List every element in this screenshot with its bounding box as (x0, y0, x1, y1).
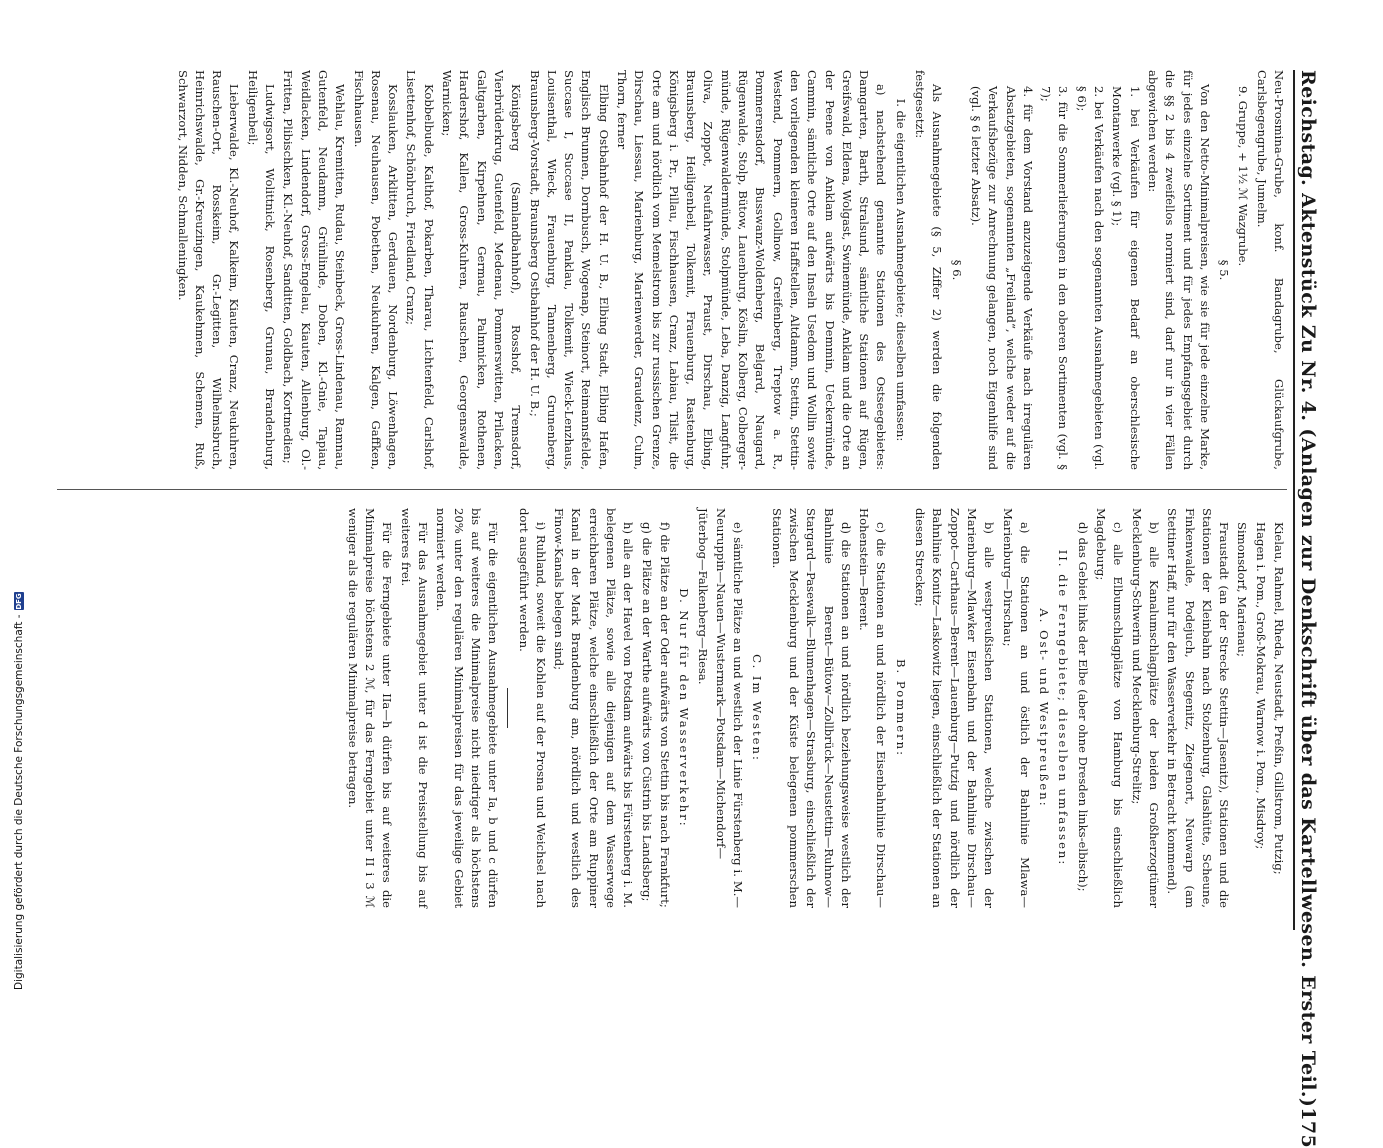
section-b-heading: B. Pommern: (893, 659, 908, 757)
closing-paragraph: Für die eigentlichen Ausnahmegebiete unter Ia, b und c dürfen bis auf weiteres die Minimalpreise nicht niedriger als höchstens 20% unter den regulären Minimalpreisen für das jeweilige Gebiet normiert werden. (434, 508, 501, 908)
intro-line-1: Neu-Prosmina-Grube, konf. Bandagrube, Glückaufgrube, Carlsbegengrube, Jumelm. (1254, 70, 1286, 470)
right-top-line: d) das Gebiet links der Elbe (aber ohne Dresden links-elbisch); (1075, 522, 1090, 892)
right-top-line: Fraustadt (an der Strecke Stettin—Jasenitz), Stationen und die Stationen der Kleinbahn nach Stolzenburg, Glashütte, Scheune, Finkenwalde, Podejuch, Stegenitz, Ziegenort, Neuwarp (am Stettiner Haff, nur für den Wasserverkehr in Betracht kommend). (1165, 508, 1232, 908)
section-6-paragraph-g: Ludwigsort, Wolittnick, Rosenberg, Grunau, Brandenburg, Heiligenbeil; (245, 70, 278, 470)
section-ii-heading: II. die Ferngebiete; dieselben umfassen: (1056, 549, 1071, 867)
section-b-item-c: c) die Stationen an und nördlich der Eisenbahnlinie Dirschau—Hohenstein—Berent. (857, 508, 889, 908)
intro-line-2: 9. Gruppe, + 1½ ℳ Wazgrube. (1236, 86, 1251, 267)
right-top-line: Kielau, Rahmel, Rheda, Neustadt, Preßin, Gillstrom, Putzig; (1272, 522, 1286, 875)
footer-text: Digitalisierung gefördert durch die Deutsche Forschungsgemeinschaft - (13, 614, 25, 990)
section-d-item-f: f) die Plätze an der Oder aufwärts von Stettin bis nach Frankfurt; (657, 522, 672, 908)
right-column (57, 508, 1287, 908)
section-6-paragraph-c: Königsberg (Samlandbahnhof), Rosshof, Tremsdorf, Vierbrüderkrug, Gutenfeld, Medenau, Pommerswitten, Prilacken, Galtgarben, Kirpehnen, Germau, Palmnicken, Rothenen, Hardershof, Kallen, Gross-Kuhren, Rauschen, Georgenswalde, Warnicken; (440, 70, 524, 470)
section-6-paragraph-b: Elbing Ostbahnhof der H. U. B., Elbing Stadt, Elbing Hafen, Englisch Brunnen, Dornbusch, Wogenap, Steinort, Reimannsfelde, Succase I, Succase II, Panklau, Tolkemit, Wieck-Lenzhaus, Louisenthal, Wieck, Frauenburg, Tannenberg, Grunenberg, Braunsberg-Vorstadt, Braunsberg Ostbahnhof der H. U. B.; (527, 70, 611, 470)
section-d-heading: D. Nur für den Wasserverkehr: (677, 588, 692, 828)
section-d-item-g: g) die Plätze an der Warthe aufwärts von Cüstrin bis Landsberg; (639, 522, 654, 902)
section-6-subheading: I. die eigentlichen Ausnahmegebiete; dieselben umfassen: (893, 98, 908, 442)
section-5-text: Von den Netto-Minimalpreisen, wie sie für jede einzelne Marke, für jedes einzelne Sortiment und für jedes Empfangsgebiet durch die §§ 2 bis 4 zweifellos normiert sind, darf nur in vier Fällen abgewichen werden: (1145, 70, 1212, 470)
page-number: 175 (1297, 1107, 1319, 1148)
dfg-logo: DFG (15, 593, 23, 610)
closing-paragraph: Für das Ausnahmegebiet unter d ist die Preisstellung bis auf weiteres frei. (398, 508, 431, 908)
page-header (1293, 70, 1331, 1148)
section-5-item: 2. bei Verkäufen nach den sogenannten Ausnahmegebieten (vgl. § 6); (1074, 86, 1107, 470)
section-d-item-i: i) Ruhland, soweit die Kohlen auf der Prosna und Weichsel nach dort ausgeführt werden. (516, 508, 548, 908)
section-6-paragraph-h: Lieberwalde, Kl.-Neuhof, Kalkeim, Kiauten, Cranz, Neukuhren, Rauschen-Ort, Rosskeim, Gr.-Legitten, Wilhelmsbruch, Heinrichswalde, Gr.-Kreuzingen, Kaukehmen, Schemen, Ruß, Schwarzort, Nidden, Schmalleningken. (175, 70, 242, 470)
section-5-item: 3. für die Sommerlieferungen in den oberen Sortimenten (vgl. § 7); (1039, 86, 1071, 470)
footer-rotated (8, 0, 30, 990)
section-d-item-h: h) alle an der Havel von Potsdam aufwärts bis Fürstenberg i. M. belegenen Plätze, sowie alle diejenigen auf dem Wasserwege erreichbaren Plätze, welche einschließlich der Orte am Ruppiner Kanal in der Mark Brandenburg am, nördlich und westlich des Finow-Kanals belegen sind; (552, 508, 636, 908)
right-top-line: Simonsdorf, Marienau; (1235, 522, 1250, 657)
section-a-item-a: a) die Stationen an und östlich der Bahnlinie Mlawa—Marienburg—Dirschau; (1000, 508, 1032, 908)
right-top-line: c) alle Elbumschlagplätze von Hamburg bis einschließlich Magdeburg; (1094, 508, 1126, 908)
section-c-item-e: e) sämtliche Plätze an und westlich der Linie Fürstenberg i. M.—Neuruppin—Nauen—Wustermark—Potsdam—Michendorf—Jüterbog—Falkenberg—Riesa. (696, 508, 746, 908)
section-6-heading: § 6. (949, 259, 964, 281)
section-a-item-b: b) alle westpreußischen Stationen, welche zwischen der Marienburg—Mlawker Eisenbahn und der Bahnlinie Dirschau—Zoppot—Carthaus—Berent—Lauenburg—Putzig und nördlich der Bahnlinie Konitz—Laskowitz liegen, einschließlich der Stationen an diesen Strecken; (913, 508, 997, 908)
header-title: Reichstag. Aktenstück Zu Nr. 4. (Anlagen zur Denkschrift über das Kartellwesen. Erster Teil.) (1297, 70, 1319, 1108)
section-c-heading: C. Im Westen: (750, 654, 765, 762)
section-6-paragraph-d: Kobbelbude, Kalthof, Pokarben, Tharau, Lichtenfeld, Carlshof, Lisettenhof, Schönbruch, Friedland, Cranz; (404, 70, 436, 470)
section-6-paragraph-e: Kosslauken, Arklitten, Gerdauen, Nordenburg, Löwenhagen, Rosenau, Neuhausen, Pobethen, Neukuhren, Kalgen, Gaffken, Fischhausen. (351, 70, 401, 470)
section-5-heading: § 5. (1217, 259, 1232, 281)
right-top-line: b) alle Kanalumschlagplätze der beiden Großherzogtümer Mecklenburg-Schwerin und Mecklenburg-Strelitz; (1129, 508, 1161, 908)
section-5-item: 1. bei Verkäufen für eigenen Bedarf an oberschlesische Montanwerke (vgl. § 1); (1110, 86, 1142, 470)
section-a-heading: A. Ost- und Westpreußen: (1037, 608, 1052, 808)
right-top-line: Hagen i. Pom., Groß-Mokrau, Warnow i. Pom., Misdroy; (1253, 522, 1268, 850)
closing-paragraph: Für die Ferngebiete unter IIa—h dürfen bis auf weiteres die Minimalpreise höchstens 2 ℳ, für das Ferngebiet unter II i 3 ℳ weniger als die regulären Minimalpreise betragen. (345, 508, 395, 908)
column-divider (57, 489, 1287, 490)
section-6-paragraph-f: Wehlau, Kremitten, Rudau, Steinbeck, Gross-Lindenau, Ramnau, Gutenfeld, Neudamm, Grünlinde, Doben, Kl.-Gnie, Tapiau, Weidlacken, Lindendorf, Gross-Engelau, Kiauten, Allenburg, Ol.-Fritten, Plibischken, Kl.-Neuhof, Sanditten, Goldbach, Kortmedien; (281, 70, 348, 470)
left-column (57, 70, 1287, 470)
section-separator (507, 688, 508, 728)
section-5-item: 4. für dem Vorstand anzuzeigende Verkäufe nach irregulären Absatzgebieten, sogenannten „Freiland“, welche weder auf die Verkaufsbezüge zur Anrechnung gelangen, noch Eigenhilfe sind (vgl. § 6 letzter Absatz). (968, 86, 1035, 470)
section-6-intro: Als Ausnahmegebiete (§ 5, Ziffer 2) werden die folgenden festgesetzt: (913, 70, 945, 470)
section-6-paragraph-a: a) nachstehend genannte Stationen des Ostseegebietes: Damgarten, Barth, Stralsund, sämtliche Stationen auf Rügen, Greifswald, Eldena, Wolgast, Swinemünde, Anklam und die Orte an der Peene von Anklam aufwärts bis Demmin, Ueckermünde, Cammin, sämtliche Orte auf den Inseln Usedom und Wollin sowie den vorliegenden kleineren Haffstellen, Altdamm, Stettin, Stettin-Westend, Pommern, Gollnow, Greifenberg, Treptow a. R., Pommerensdorf, Busswanz-Woldenberg, Belgard, Naugard, Rügenwalde, Stolp, Bütow, Lauenburg, Köslin, Kolberg, Colberger-münde, Rügenwaldermünde, Stolpmünde, Leba, Danzig, Langfuhr, Oliva, Zoppot, Neufahrwasser, Praust, Dirschau, Elbing, Braunsberg, Heiligenbeil, Tolkemit, Frauenburg, Rastenburg, Königsberg i. Pr., Pillau, Fischhausen, Cranz, Labiau, Tilsit, die Orte am und nördlich vom Memelstrom bis zur russischen Grenze, Dirschau, Liessau, Marienburg, Marienwerder, Graudenz, Culm, Thorn, ferner (615, 70, 889, 470)
section-b-item-d: d) die Stationen an und nördlich beziehungsweise westlich der Bahnlinie Berent—Bütow—Zollbrück—Neustettin—Ruhnow—Stargard—Pasewalk—Blumenhagen—Strasburg, einschließlich der zwischen Mecklenburg und der Küste belegenen pommerschen Stationen. (769, 508, 853, 908)
